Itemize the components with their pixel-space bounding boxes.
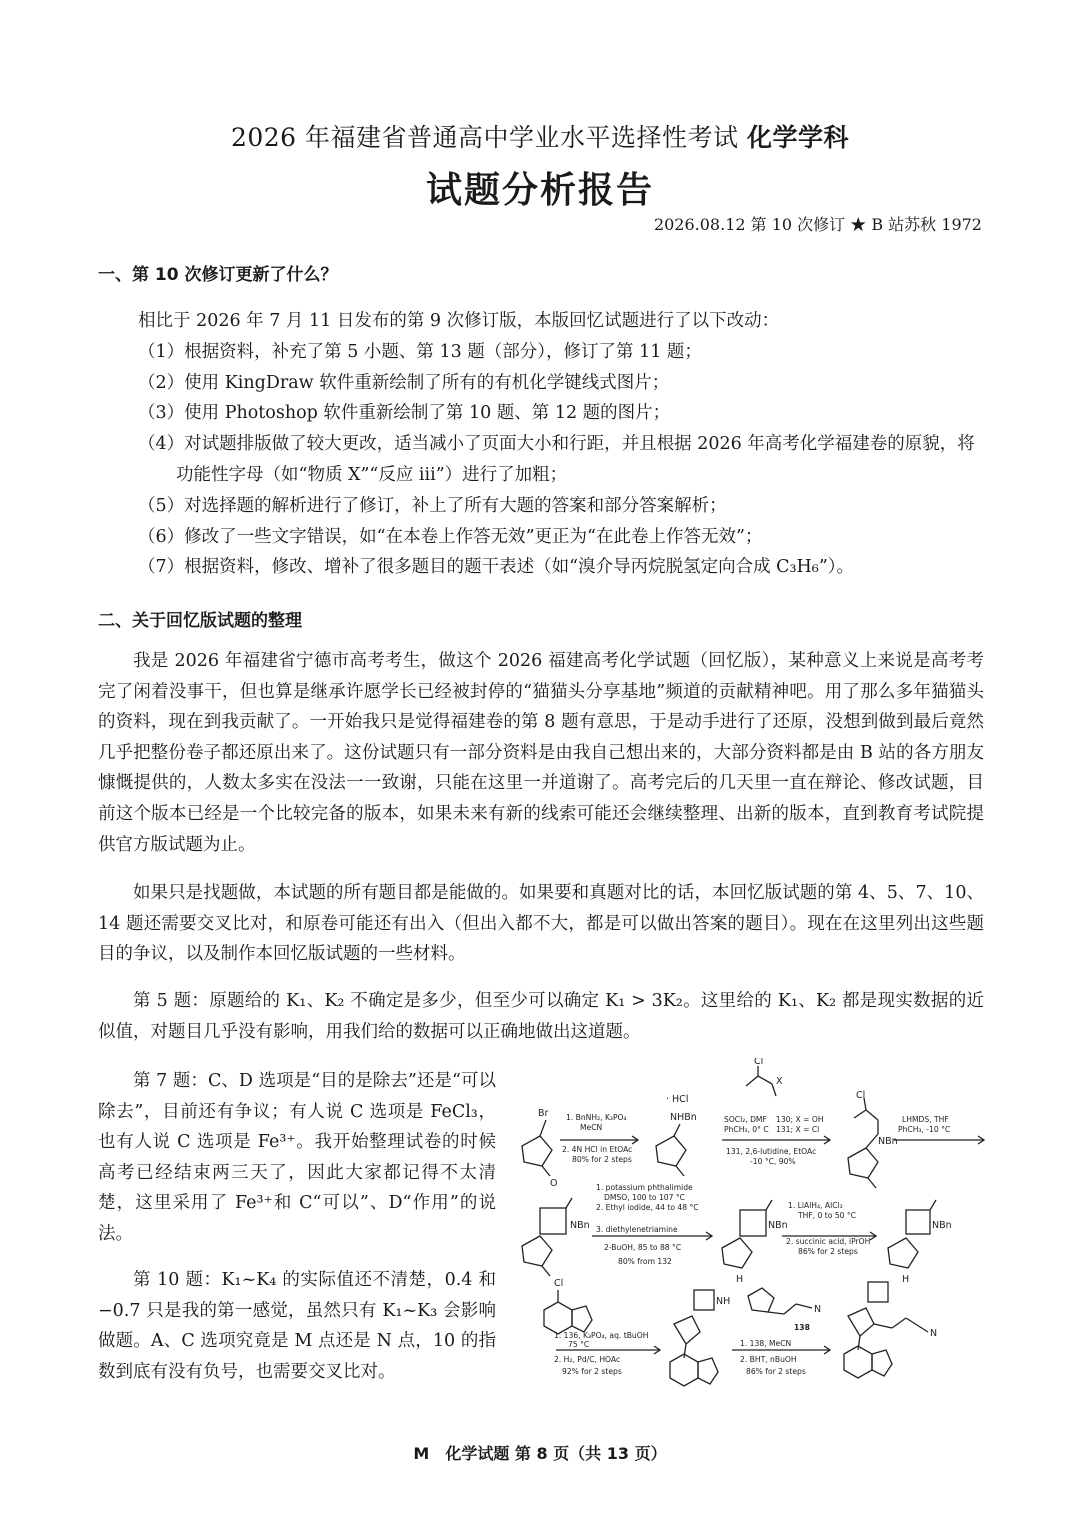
report-title-line1 (0, 118, 1080, 154)
atom-nh-label: NH (716, 1296, 731, 1307)
step2-label-131: 131; X = Cl (776, 1125, 820, 1134)
atom-nbn-label-3: NBn (768, 1220, 788, 1231)
step5-condition-2: THF, 0 to 50 °C (798, 1211, 857, 1220)
section2-paragraph-1: 我是 2026 年福建省宁德市高考考生，做这个 2026 福建高考化学试题（回忆版），某种意义上来说是高考考完了闲着没事干，但也算是继承许愿学长已经被封停的“猫猫头分享基地”频道的贡献精神吧。用了那么多年猫猫头的资料，现在到我贡献了。一开始我只是觉得福建卷的第 8 题有意思，于是动手进行了还原，没想到做到最后竟然几乎把整份卷子都还原出来了。这份试题只有一部分资料是由我自己想出来的，大部分资料都是由 B 站的各方朋友慷慨提供的，人数太多实在没法一一致谢，只能在这里一并道谢了。高考完后的几天里一直在辩论、修改试题，目前这个版本已经是一个比较完备的版本，如果未来有新的线索可能还会继续整理、出新的版本，直到教育考试院提供官方版试题为止。 (98, 651, 984, 855)
change-item-1: （1）根据资料，补充了第 5 小题、第 13 题（部分），修订了第 11 题； (138, 341, 702, 362)
atom-nbn-label-2: NBn (570, 1220, 590, 1231)
question7-note: 第 7 题：C、D 选项是“目的是除去”还是“可以除去”，目前还有争议；有人说 C 选项是 FeCl₃，也有人说 C 选项是 Fe³⁺。我开始整理试卷的时候高考已经结束两三天了，因此大家都记得不太清楚，这里采用了 Fe³⁺和 C“可以”、D“作用”的说法。 (98, 1071, 496, 1244)
section2-heading: 二、关于回忆版试题的整理 (98, 611, 302, 631)
title-subject: 化学学科 (747, 123, 850, 152)
step2-label-130: 130; X = OH (776, 1115, 824, 1124)
step2-yield: -10 °C, 90% (750, 1157, 796, 1166)
atom-n-label: N (814, 1304, 822, 1315)
atom-x-label: X (776, 1076, 783, 1087)
atom-nbn-label: NBn (878, 1136, 898, 1147)
change-item-4: （4）对试题排版做了较大更改，适当减小了页面大小和行距，并且根据 2026 年高考化学福建卷的原貌，将功能性字母（如“物质 X”“反应 iii”）进行了加粗； (138, 434, 975, 485)
step6-condition-2: 75 °C (568, 1340, 590, 1349)
atom-cl-label-2: Cl (856, 1090, 866, 1101)
question5-note: 第 5 题：原题给的 K₁、K₂ 不确定是多少，但至少可以确定 K₁ > 3K₂。这里给的 K₁、K₂ 都是现实数据的近似值，对题目几乎没有影响，用我们给的数据可以正确地做出这道题。 (98, 991, 984, 1042)
change-item-5: （5）对选择题的解析进行了修订，补上了所有大题的答案和部分答案解析； (138, 495, 727, 516)
atom-h-label: H (736, 1274, 744, 1285)
step2-condition-2: PhCH₃, 0° C (724, 1125, 769, 1134)
step1-condition-2: MeCN (580, 1123, 603, 1132)
step5-yield: 86% for 2 steps (798, 1247, 858, 1256)
title-main: 2026 年福建省普通高中学业水平选择性考试 (230, 123, 739, 152)
step7-yield: 86% for 2 steps (746, 1367, 806, 1376)
step4-condition-2: DMSO, 100 to 107 °C (604, 1193, 685, 1202)
atom-cl-label: Cl (754, 1058, 764, 1067)
step1-condition-3: 2. 4N HCl in EtOAc (562, 1145, 633, 1154)
revision-dateline: 2026.08.12 第 10 次修订 ★ B 站苏秋 1972 (653, 215, 982, 234)
question10-note: 第 10 题：K₁~K₄ 的实际值还不清楚，0.4 和 −0.7 只是我的第一感觉，虽然只有 K₁~K₃ 会影响做题。A、C 选项究竟是 M 点还是 N 点，10 的指数到底有没有负号，也需要交叉比对。 (98, 1270, 496, 1382)
step7-condition-1: 1. 138, MeCN (740, 1339, 792, 1348)
compound-138-label: 138 (794, 1323, 810, 1332)
change-item-6: （6）修改了一些文字错误，如“在本卷上作答无效”更正为“在此卷上作答无效”； (138, 526, 763, 547)
step6-condition-3: 2. H₂, Pd/C, HOAc (554, 1355, 621, 1364)
step4-condition-3: 2. Ethyl iodide, 44 to 48 °C (596, 1203, 699, 1212)
change-item-3: （3）使用 Photoshop 软件重新绘制了第 10 题、第 12 题的图片； (138, 403, 671, 424)
section2-paragraph-2: 如果只是找题做，本试题的所有题目都是能做的。如果要和真题对比的话，本回忆版试题的第 4、5、7、10、14 题还需要交叉比对，和原卷可能还有出入（但出入都不大，都是可以做出答案的题目）。现在在这里列出这些题目的争议，以及制作本回忆版试题的一些材料。 (98, 883, 984, 965)
step6-condition-1: 1. 136, K₃PO₄, aq. tBuOH (554, 1331, 649, 1340)
section1-intro: 相比于 2026 年 7 月 11 日发布的第 9 次修订版，本版回忆试题进行了以下改动： (138, 311, 780, 331)
atom-n-label-2: N (930, 1328, 938, 1339)
synthesis-scheme (500, 1058, 990, 1398)
step1-condition-1: 1. BnNH₂, K₃PO₄ (566, 1113, 627, 1122)
step6-yield: 92% for 2 steps (562, 1367, 622, 1376)
atom-nbn-label-4: NBn (932, 1220, 952, 1231)
atom-nhbn-label: NHBn (670, 1112, 697, 1123)
step4-condition-4: 3. diethylenetriamine (596, 1225, 678, 1234)
step5-condition-3: 2. succinic acid, iPrOH (786, 1237, 871, 1246)
change-item-2: （2）使用 KingDraw 软件重新绘制了所有的有机化学键线式图片； (138, 372, 670, 393)
atom-o-label: O (550, 1178, 558, 1189)
step3-condition-1: LHMDS, THF (902, 1115, 949, 1124)
step3-condition-2: PhCH₃, -10 °C (898, 1125, 951, 1134)
atom-br-label: Br (538, 1108, 549, 1119)
step2-condition-1: SOCl₂, DMF (724, 1115, 767, 1124)
section1-heading: 一、第 10 次修订更新了什么？ (98, 265, 338, 285)
step4-yield: 80% from 132 (618, 1257, 672, 1266)
atom-cl-label-3: Cl (554, 1278, 564, 1289)
hcl-label: · HCl (666, 1094, 689, 1105)
atom-h-label-2: H (902, 1274, 910, 1285)
report-title: 试题分析报告 (425, 170, 654, 211)
step4-condition-5: 2-BuOH, 85 to 88 °C (604, 1243, 682, 1252)
step1-yield: 80% for 2 steps (572, 1155, 632, 1164)
step4-condition-1: 1. potassium phthalimide (596, 1183, 693, 1192)
page-footer: M 化学试题 第 8 页（共 13 页） (413, 1444, 667, 1463)
change-item-7: （7）根据资料，修改、增补了很多题目的题干表述（如“溴介导丙烷脱氢定向合成 C₃H₆”）。 (138, 557, 855, 578)
section1-list (138, 306, 984, 583)
step5-condition-1: 1. LiAlH₄, AlCl₃ (788, 1201, 843, 1210)
step2-condition-3: 131, 2,6-lutidine, EtOAc (726, 1147, 817, 1156)
step7-condition-2: 2. BHT, nBuOH (740, 1355, 797, 1364)
